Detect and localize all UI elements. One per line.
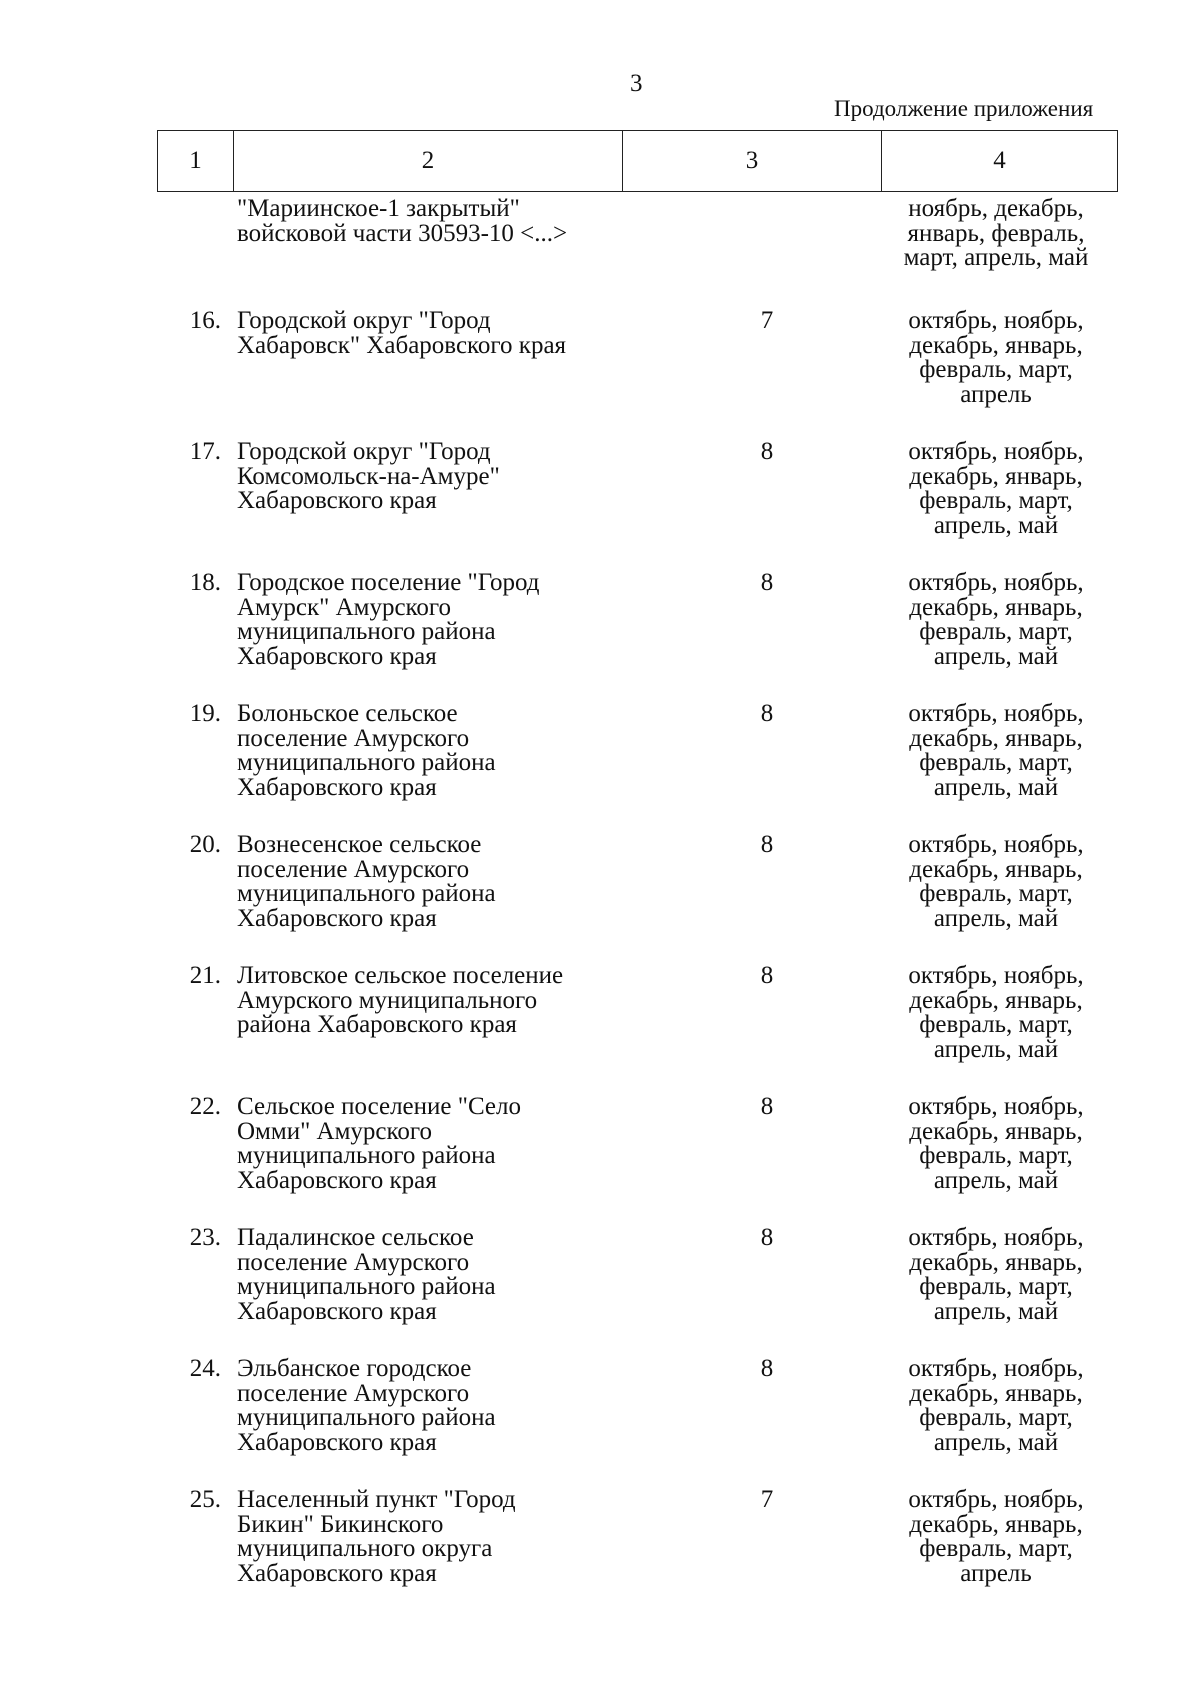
row-name: [237, 1226, 637, 1324]
row-number: 24.: [189, 1355, 221, 1382]
name-line: Хабаровского края: [237, 642, 437, 670]
months-line: март, апрель, май: [903, 244, 1089, 271]
months-line: декабрь, январь,: [909, 1379, 1083, 1407]
row-number: 21.: [189, 962, 221, 989]
months-line: апрель, май: [933, 1428, 1059, 1456]
months-line: апрель, май: [933, 773, 1059, 801]
row-months: [875, 1488, 1117, 1586]
name-line: муниципального района: [237, 1404, 496, 1431]
name-line: Падалинское сельское: [237, 1224, 474, 1251]
row-name: [237, 1357, 637, 1455]
name-line: муниципального района: [237, 880, 496, 907]
row-value: 8: [760, 438, 774, 465]
months-line: декабрь, январь,: [909, 462, 1083, 490]
row-value: 8: [760, 831, 774, 858]
page-number: 3: [630, 70, 643, 97]
row-value: 7: [760, 1486, 774, 1513]
row-months: [875, 571, 1117, 669]
column-header-4: 4: [882, 131, 1118, 192]
name-line: Городской округ "Город: [237, 438, 491, 465]
row-months: [875, 833, 1117, 931]
name-line: Бикин" Бикинского: [237, 1510, 444, 1538]
months-line: октябрь, ноябрь,: [908, 962, 1084, 989]
months-line: декабрь, январь,: [909, 331, 1083, 359]
row-value: 8: [760, 1355, 774, 1382]
name-line: района Хабаровского края: [237, 1011, 517, 1038]
name-line: Омми" Амурского: [237, 1117, 433, 1145]
name-line: поселение Амурского: [237, 855, 470, 883]
months-line: февраль, март,: [919, 749, 1073, 776]
row-name: [237, 571, 637, 669]
column-header-1: 1: [158, 131, 234, 192]
months-line: февраль, март,: [919, 356, 1073, 383]
name-line: Комсомольск-на-Амуре": [237, 462, 500, 490]
months-line: февраль, март,: [919, 880, 1073, 907]
name-line: Хабаровского края: [237, 1166, 437, 1194]
months-line: октябрь, ноябрь,: [908, 700, 1084, 727]
name-line: муниципального района: [237, 618, 496, 645]
name-line: Хабаровского края: [237, 1297, 437, 1325]
months-line: декабрь, январь,: [909, 1117, 1083, 1145]
table-row: [157, 571, 1117, 702]
months-line: апрель: [960, 380, 1032, 408]
row-months: [875, 1226, 1117, 1324]
months-line: декабрь, январь,: [909, 724, 1083, 752]
months-line: февраль, март,: [919, 1273, 1073, 1300]
row-name: [237, 1095, 637, 1193]
name-line: Литовское сельское поселение: [237, 962, 564, 989]
row-months: [875, 1095, 1117, 1193]
row-number: 19.: [189, 700, 221, 727]
name-line: поселение Амурского: [237, 1379, 470, 1407]
months-line: октябрь, ноябрь,: [908, 1355, 1084, 1382]
row-months: [875, 702, 1117, 800]
row-number: 18.: [189, 569, 221, 596]
name-line: Амурского муниципального: [237, 986, 538, 1014]
table-body: [157, 197, 1117, 1619]
column-header-3: 3: [623, 131, 882, 192]
table-row: [157, 964, 1117, 1095]
table-row: [157, 1357, 1117, 1488]
name-line: муниципального района: [237, 749, 496, 776]
row-name: [237, 197, 637, 246]
column-header-2: 2: [234, 131, 623, 192]
months-line: апрель: [960, 1559, 1032, 1587]
row-name: [237, 309, 637, 358]
table-row: [157, 1226, 1117, 1357]
months-line: октябрь, ноябрь,: [908, 1093, 1084, 1120]
name-line: муниципального района: [237, 1142, 496, 1169]
months-line: январь, февраль,: [907, 219, 1085, 247]
months-line: октябрь, ноябрь,: [908, 569, 1084, 596]
name-line: Городское поселение "Город: [237, 569, 540, 596]
months-line: февраль, март,: [919, 618, 1073, 645]
name-line: "Мариинское-1 закрытый": [237, 195, 520, 222]
row-number: 17.: [189, 438, 221, 465]
row-name: [237, 440, 637, 514]
months-line: ноябрь, декабрь,: [908, 195, 1084, 222]
months-line: февраль, март,: [919, 1404, 1073, 1431]
table-row: [157, 1488, 1117, 1619]
table-row-continued: [157, 197, 1117, 309]
months-line: декабрь, январь,: [909, 593, 1083, 621]
row-value: 7: [760, 307, 774, 334]
months-line: декабрь, январь,: [909, 855, 1083, 883]
months-line: апрель, май: [933, 511, 1059, 539]
months-line: февраль, март,: [919, 1535, 1073, 1562]
name-line: Сельское поселение "Село: [237, 1093, 522, 1120]
months-line: октябрь, ноябрь,: [908, 1486, 1084, 1513]
row-value: 8: [760, 1224, 774, 1251]
row-value: 8: [760, 1093, 774, 1120]
name-line: Амурск" Амурского: [237, 593, 452, 621]
name-line: Хабаровского края: [237, 773, 437, 801]
name-line: Хабаровского края: [237, 904, 437, 932]
row-value: 8: [760, 700, 774, 727]
name-line: поселение Амурского: [237, 1248, 470, 1276]
name-line: муниципального округа: [237, 1535, 493, 1562]
name-line: Хабаровск" Хабаровского края: [237, 331, 567, 359]
continuation-label: Продолжение приложения: [834, 96, 1094, 121]
months-line: апрель, май: [933, 1297, 1059, 1325]
row-value: 8: [760, 569, 774, 596]
row-months: [875, 440, 1117, 538]
table-row: [157, 309, 1117, 440]
months-line: октябрь, ноябрь,: [908, 307, 1084, 334]
name-line: Хабаровского края: [237, 1428, 437, 1456]
months-line: апрель, май: [933, 642, 1059, 670]
months-line: октябрь, ноябрь,: [908, 831, 1084, 858]
table-row: [157, 440, 1117, 571]
name-line: Населенный пункт "Город: [237, 1486, 516, 1513]
row-name: [237, 833, 637, 931]
months-line: декабрь, январь,: [909, 986, 1083, 1014]
row-value: 8: [760, 962, 774, 989]
months-line: октябрь, ноябрь,: [908, 1224, 1084, 1251]
table-header: [157, 130, 1118, 192]
months-line: декабрь, январь,: [909, 1248, 1083, 1276]
name-line: Эльбанское городское: [237, 1355, 472, 1382]
months-line: апрель, май: [933, 1166, 1059, 1194]
row-number: 22.: [189, 1093, 221, 1120]
row-name: [237, 964, 637, 1038]
table-row: [157, 833, 1117, 964]
months-line: февраль, март,: [919, 1011, 1073, 1038]
months-line: февраль, март,: [919, 1142, 1073, 1169]
row-months: [875, 964, 1117, 1062]
row-name: [237, 1488, 637, 1586]
name-line: Хабаровского края: [237, 487, 437, 514]
row-number: 23.: [189, 1224, 221, 1251]
months-line: апрель, май: [933, 904, 1059, 932]
months-line: октябрь, ноябрь,: [908, 438, 1084, 465]
row-number: 20.: [189, 831, 221, 858]
name-line: Хабаровского края: [237, 1559, 437, 1587]
name-line: Городской округ "Город: [237, 307, 491, 334]
name-line: Болоньское сельское: [237, 700, 458, 727]
row-months: [875, 197, 1117, 271]
row-months: [875, 309, 1117, 407]
months-line: апрель, май: [933, 1035, 1059, 1063]
row-name: [237, 702, 637, 800]
table-row: [157, 702, 1117, 833]
table-row: [157, 1095, 1117, 1226]
months-line: февраль, март,: [919, 487, 1073, 514]
row-months: [875, 1357, 1117, 1455]
row-number: 25.: [189, 1486, 221, 1513]
name-line: войсковой части 30593-10 <...>: [237, 219, 568, 247]
name-line: Вознесенское сельское: [237, 831, 482, 858]
months-line: декабрь, январь,: [909, 1510, 1083, 1538]
name-line: поселение Амурского: [237, 724, 470, 752]
row-number: 16.: [189, 307, 221, 334]
name-line: муниципального района: [237, 1273, 496, 1300]
